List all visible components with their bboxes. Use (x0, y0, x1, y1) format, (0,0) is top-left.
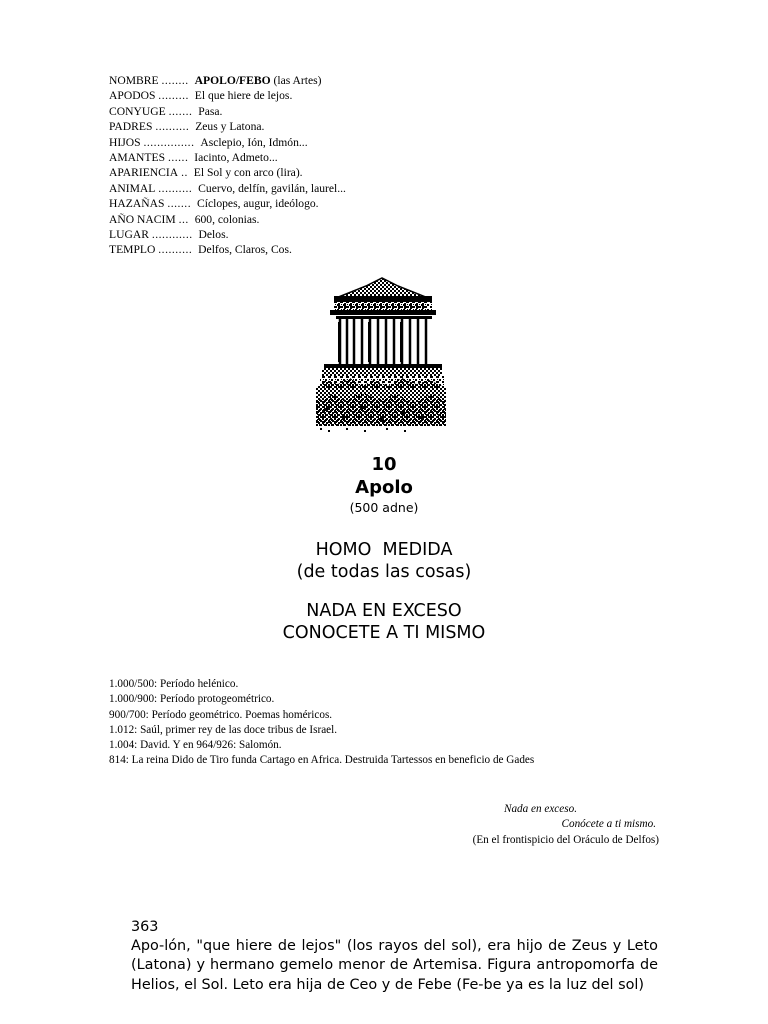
info-dots: ........ (161, 74, 189, 87)
info-value: Pasa. (198, 104, 223, 118)
footnote-number: 363 (131, 919, 159, 935)
chapter-title: Apolo (355, 477, 413, 498)
info-row-ano-nacim (109, 212, 346, 227)
info-dots: .......... (158, 243, 193, 257)
info-key: AMANTES (109, 151, 166, 165)
chronology-item: 1.000/900: Período protogeométrico. (109, 693, 275, 706)
chapter-number: 10 (371, 454, 397, 475)
info-dots: ............ (151, 228, 193, 242)
info-dots: .. (181, 166, 188, 180)
chronology-item: 1.004: David. Y en 964/926: Salomón. (109, 739, 282, 752)
epigraph-quote (473, 802, 659, 848)
info-row-hijos (109, 135, 346, 150)
chronology-list (109, 677, 534, 769)
motto-line: CONOCETE A TI MISMO (282, 623, 486, 643)
info-key: APARIENCIA (109, 166, 179, 180)
greek-temple-illustration (316, 276, 448, 434)
info-value: El Sol y con arco (lira). (193, 166, 303, 180)
footnote-text: Apo-lón, "que hiere de lejos" (los rayos del sol), era hijo de Zeus y Leto (Latona) y hermano gemelo menor de Artemisa. Figura antropomorfa de Helios, el Sol. Leto era hija de Ceo y de Febe (Fe-be ya es la luz del sol) (131, 938, 658, 993)
info-row-apariencia (109, 165, 346, 180)
info-row-conyuge (109, 104, 346, 119)
info-dots: ... (178, 212, 189, 226)
info-row-templo (109, 242, 346, 257)
chapter-date: (500 adne) (349, 500, 419, 515)
chronology-item: 814: La reina Dido de Tiro funda Cartago en Africa. Destruida Tartessos en beneficio de Gades (109, 754, 535, 767)
info-dots: .......... (158, 181, 193, 195)
motto-line: HOMO MEDIDA (315, 540, 453, 560)
quote-line: Conócete a ti mismo. (561, 818, 656, 831)
info-dots: ............... (143, 135, 195, 149)
info-value: Delos. (198, 228, 229, 242)
info-row-padres (109, 119, 346, 134)
info-value: Cuervo, delfín, gavilán, laurel... (198, 181, 346, 195)
quote-source: (En el frontispicio del Oráculo de Delfos) (472, 833, 659, 846)
info-key: APODOS (109, 89, 156, 103)
info-row-animal (109, 181, 346, 196)
motto-line: (de todas las cosas) (296, 562, 472, 582)
chronology-item: 1.000/500: Período helénico. (109, 678, 239, 690)
info-value-text: (las Artes) (270, 74, 322, 87)
deity-info-table (109, 73, 346, 258)
info-dots: ...... (167, 151, 189, 165)
footnote (131, 918, 658, 995)
info-dots: ....... (168, 104, 193, 118)
info-key: HIJOS (109, 135, 141, 149)
info-row-apodos (109, 88, 346, 103)
chronology-item: 1.012: Saúl, primer rey de las doce tribus de Israel. (109, 723, 338, 736)
info-value: Delfos, Claros, Cos. (198, 243, 292, 257)
motto-line: NADA EN EXCESO (306, 601, 462, 621)
motto-homo-medida (0, 539, 768, 583)
info-key: HAZAÑAS (109, 197, 165, 211)
info-value: Asclepio, Ión, Idmón... (200, 135, 308, 149)
info-value: Cíclopes, augur, ideólogo. (197, 197, 319, 211)
info-value: El que hiere de lejos. (194, 89, 293, 103)
info-row-lugar (109, 227, 346, 242)
info-key: AÑO NACIM (109, 212, 176, 226)
info-key: NOMBRE (109, 74, 159, 87)
info-value: 600, colonias. (194, 212, 260, 226)
info-row-amantes (109, 150, 346, 165)
info-value (195, 74, 322, 87)
info-row-nombre (109, 73, 346, 88)
info-value-bold: APOLO/FEBO (194, 74, 271, 87)
info-value: Zeus y Latona. (195, 120, 265, 134)
info-value: Iacinto, Admeto... (194, 151, 278, 165)
info-dots: ....... (167, 197, 192, 211)
quote-line: Nada en exceso. (503, 803, 577, 815)
info-key: PADRES (109, 120, 153, 134)
info-row-hazanas (109, 196, 346, 211)
info-key: CONYUGE (109, 104, 166, 118)
motto-delfos (0, 600, 768, 644)
chronology-item: 900/700: Período geométrico. Poemas homéricos. (109, 708, 333, 721)
info-key: ANIMAL (109, 181, 156, 195)
info-dots: .......... (155, 120, 190, 134)
info-key: TEMPLO (109, 243, 156, 257)
info-dots: ......... (158, 89, 189, 103)
info-key: LUGAR (109, 228, 149, 242)
